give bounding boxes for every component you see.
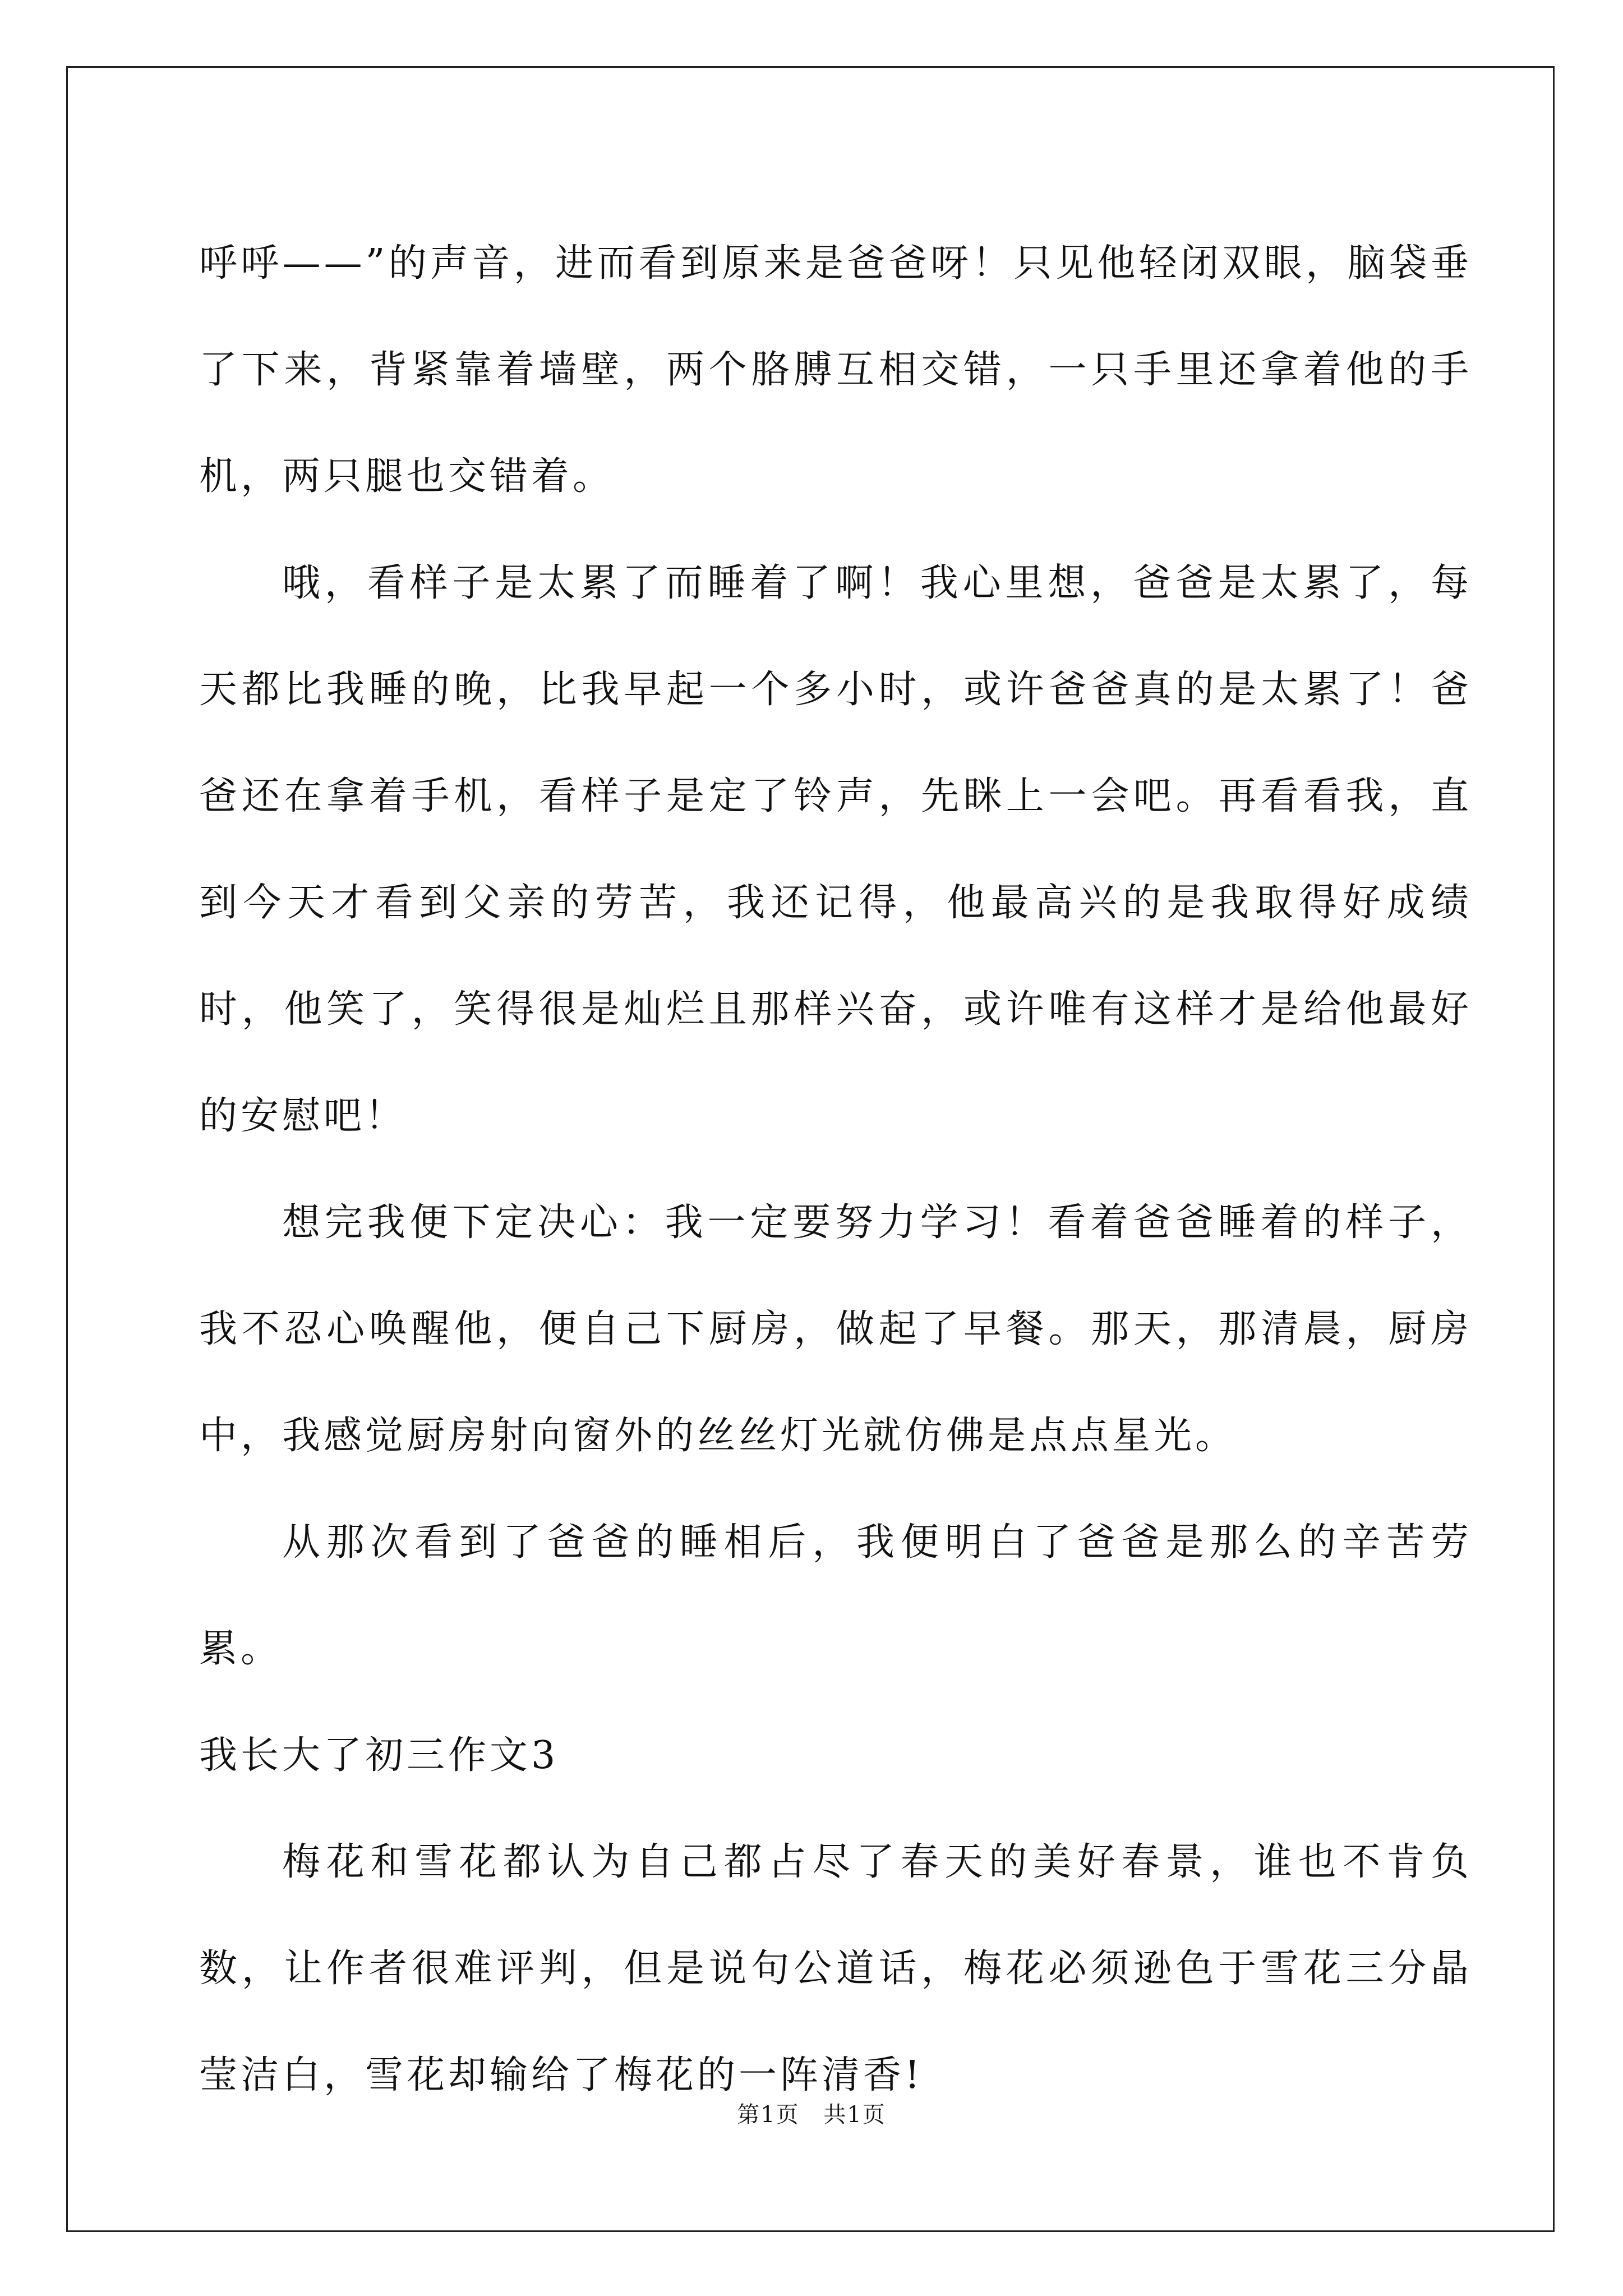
page-footer — [0, 2097, 1623, 2129]
page-number: 第1页 — [737, 2102, 800, 2128]
paragraph: 想完我便下定决心：我一定要努力学习！看着爸爸睡着的样子，我不忍心唤醒他，便自己下厨房，做起了早餐。那天，那清晨，厨房中，我感觉厨房射向窗外的丝丝灯光就仿佛是点点星光。 — [199, 1200, 1472, 1458]
page-total: 共1页 — [823, 2102, 886, 2128]
paragraph: 从那次看到了爸爸的睡相后，我便明白了爸爸是那么的辛苦劳累。 — [199, 1520, 1472, 1671]
paragraph-continued: 呼呼——”的声音，进而看到原来是爸爸呀！只见他轻闭双眼，脑袋垂了下来，背紧靠着墙壁，两个胳膊互相交错，一只手里还拿着他的手机，两只腿也交错着。 — [199, 241, 1472, 499]
document-body — [199, 210, 1472, 2129]
paragraph: 梅花和雪花都认为自己都占尽了春天的美好春景，谁也不肯负数，让作者很难评判，但是说句公道话，梅花必须逊色于雪花三分晶莹洁白，雪花却输给了梅花的一阵清香! — [199, 1840, 1472, 2097]
paragraph: 哦，看样子是太累了而睡着了啊！我心里想，爸爸是太累了，每天都比我睡的晚，比我早起一个多小时，或许爸爸真的是太累了！爸爸还在拿着手机，看样子是定了铃声，先眯上一会吧。再看看我，直到今天才看到父亲的劳苦，我还记得，他最高兴的是我取得好成绩时，他笑了，笑得很是灿烂且那样兴奋，或许唯有这样才是给他最好的安慰吧！ — [199, 561, 1472, 1138]
section-heading: 我长大了初三作文3 — [199, 1733, 559, 1778]
